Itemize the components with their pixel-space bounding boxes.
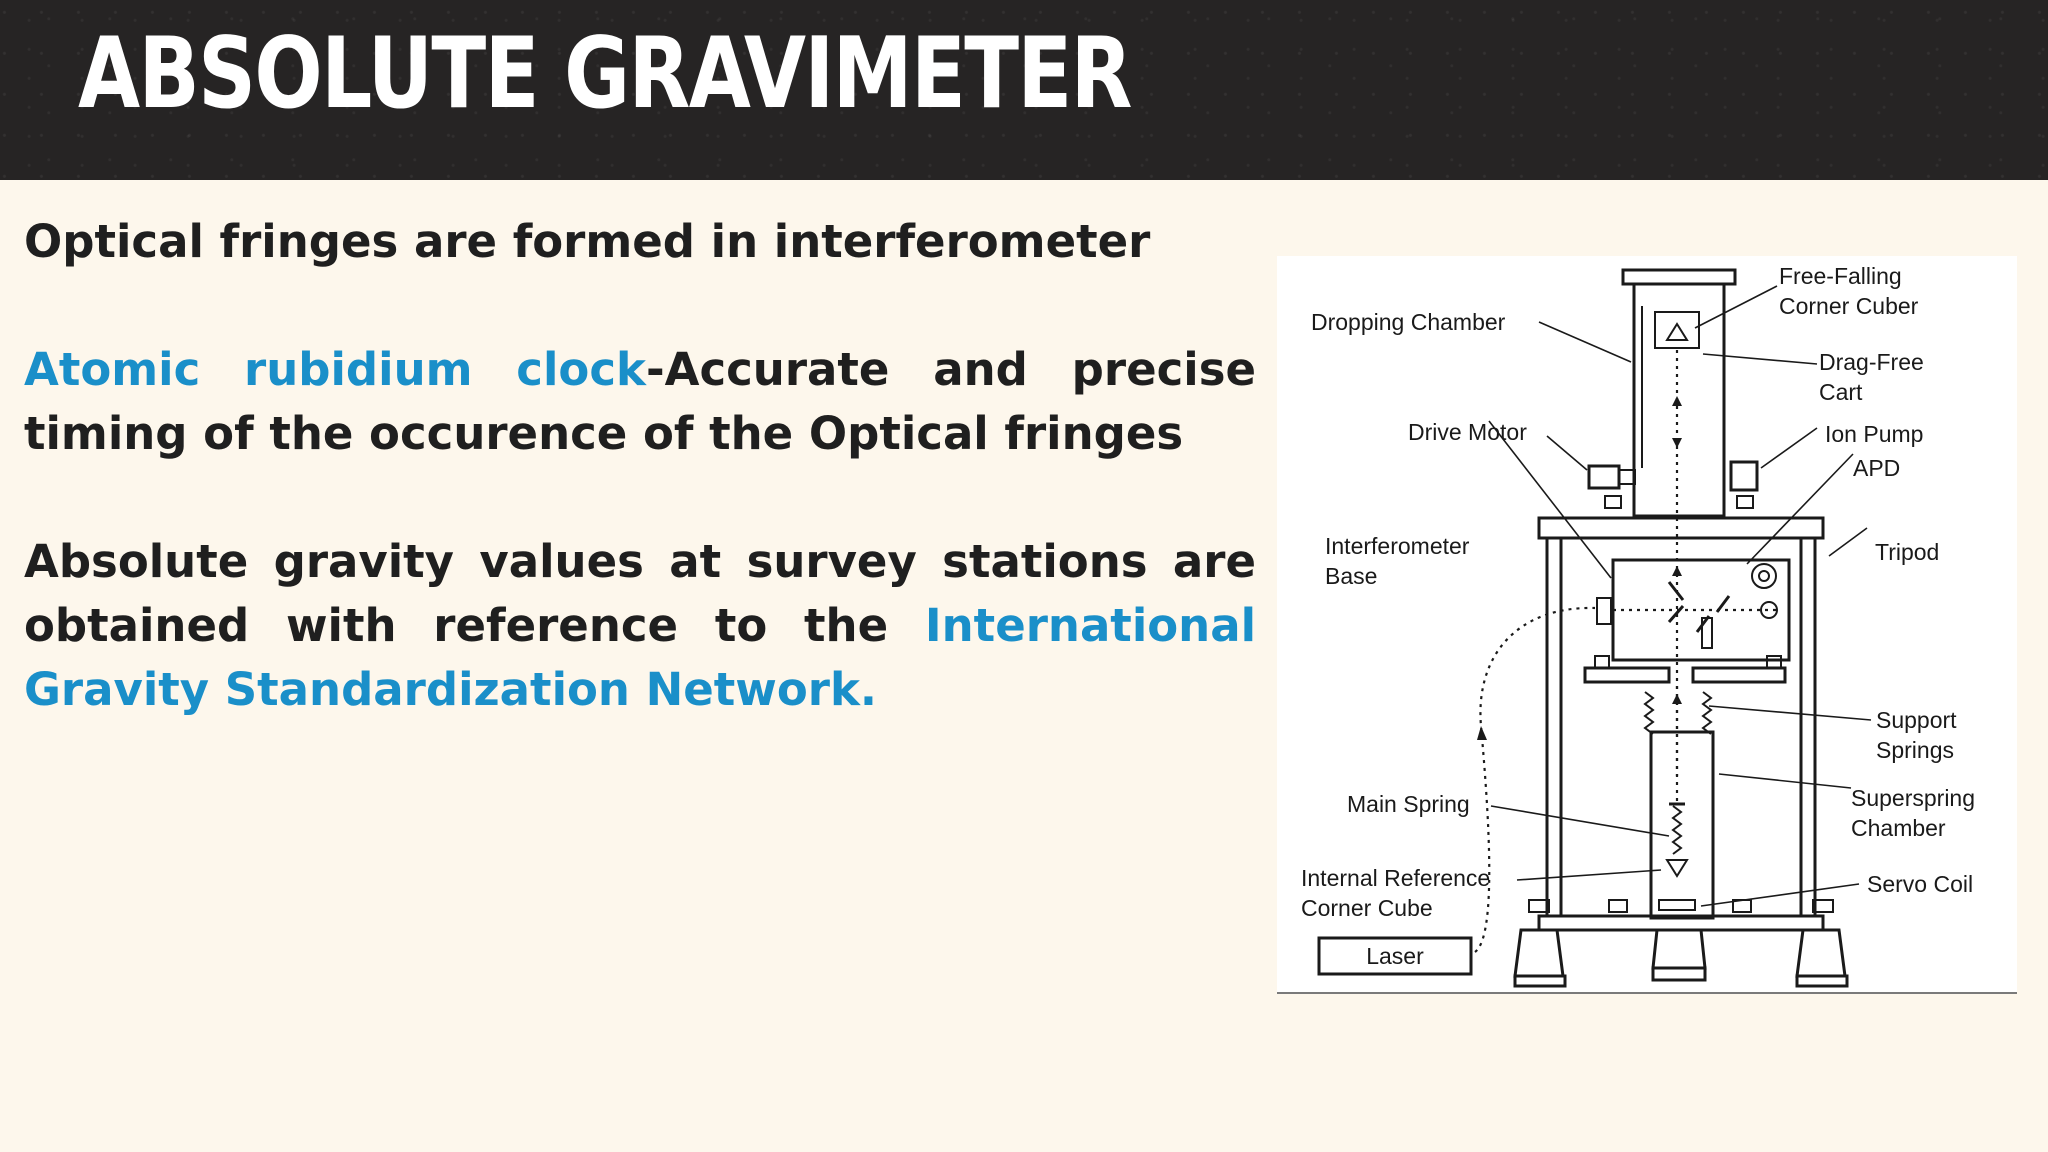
title-bar — [0, 0, 2048, 180]
network-description: Absolute gravity values at survey stations are obtained with reference to the — [24, 535, 1256, 652]
label-support-springs-2: Springs — [1876, 737, 1954, 763]
label-drag-free-1: Drag-Free — [1819, 349, 1924, 375]
paragraph-network — [24, 530, 1256, 722]
gravimeter-schematic — [1277, 256, 2017, 990]
paragraph-fringes: Optical fringes are formed in interferometer — [24, 215, 1151, 268]
label-superspring-2: Chamber — [1851, 815, 1946, 841]
label-servo-coil: Servo Coil — [1867, 871, 1974, 897]
label-internal-ref-2: Corner Cube — [1301, 895, 1433, 921]
label-main-spring: Main Spring — [1347, 791, 1470, 817]
label-internal-ref-1: Internal Reference — [1301, 865, 1491, 891]
clock-description: -Accurate and precise timing of the occurence of the Optical fringes — [24, 343, 1256, 460]
label-superspring-1: Superspring — [1851, 785, 1976, 811]
label-interferometer-2: Base — [1325, 563, 1378, 589]
page-title: ABSOLUTE GRAVIMETER — [78, 17, 1131, 131]
label-support-springs-1: Support — [1876, 707, 1957, 733]
clock-highlight: Atomic rubidium clock — [24, 343, 646, 396]
label-free-falling-2: Corner Cuber — [1779, 293, 1919, 319]
label-drive-motor: Drive Motor — [1408, 419, 1527, 445]
side-blocks — [1589, 462, 1757, 508]
superspring-chamber — [1645, 686, 1713, 918]
tripod-feet — [1515, 900, 1847, 986]
interferometer-box — [1597, 560, 1789, 660]
paragraph-clock — [24, 338, 1256, 466]
label-interferometer-1: Interferometer — [1325, 533, 1470, 559]
label-tripod: Tripod — [1875, 539, 1940, 565]
network-highlight: International Gravity Standardization Network. — [24, 599, 1256, 716]
label-free-falling-1: Free-Falling — [1779, 263, 1902, 289]
label-drag-free-2: Cart — [1819, 379, 1863, 405]
label-dropping-chamber: Dropping Chamber — [1311, 309, 1506, 335]
label-apd: APD — [1853, 455, 1901, 481]
label-laser: Laser — [1366, 943, 1424, 969]
gravimeter-diagram — [1277, 256, 2017, 994]
body-text — [24, 210, 1256, 722]
label-ion-pump: Ion Pump — [1825, 421, 1924, 447]
